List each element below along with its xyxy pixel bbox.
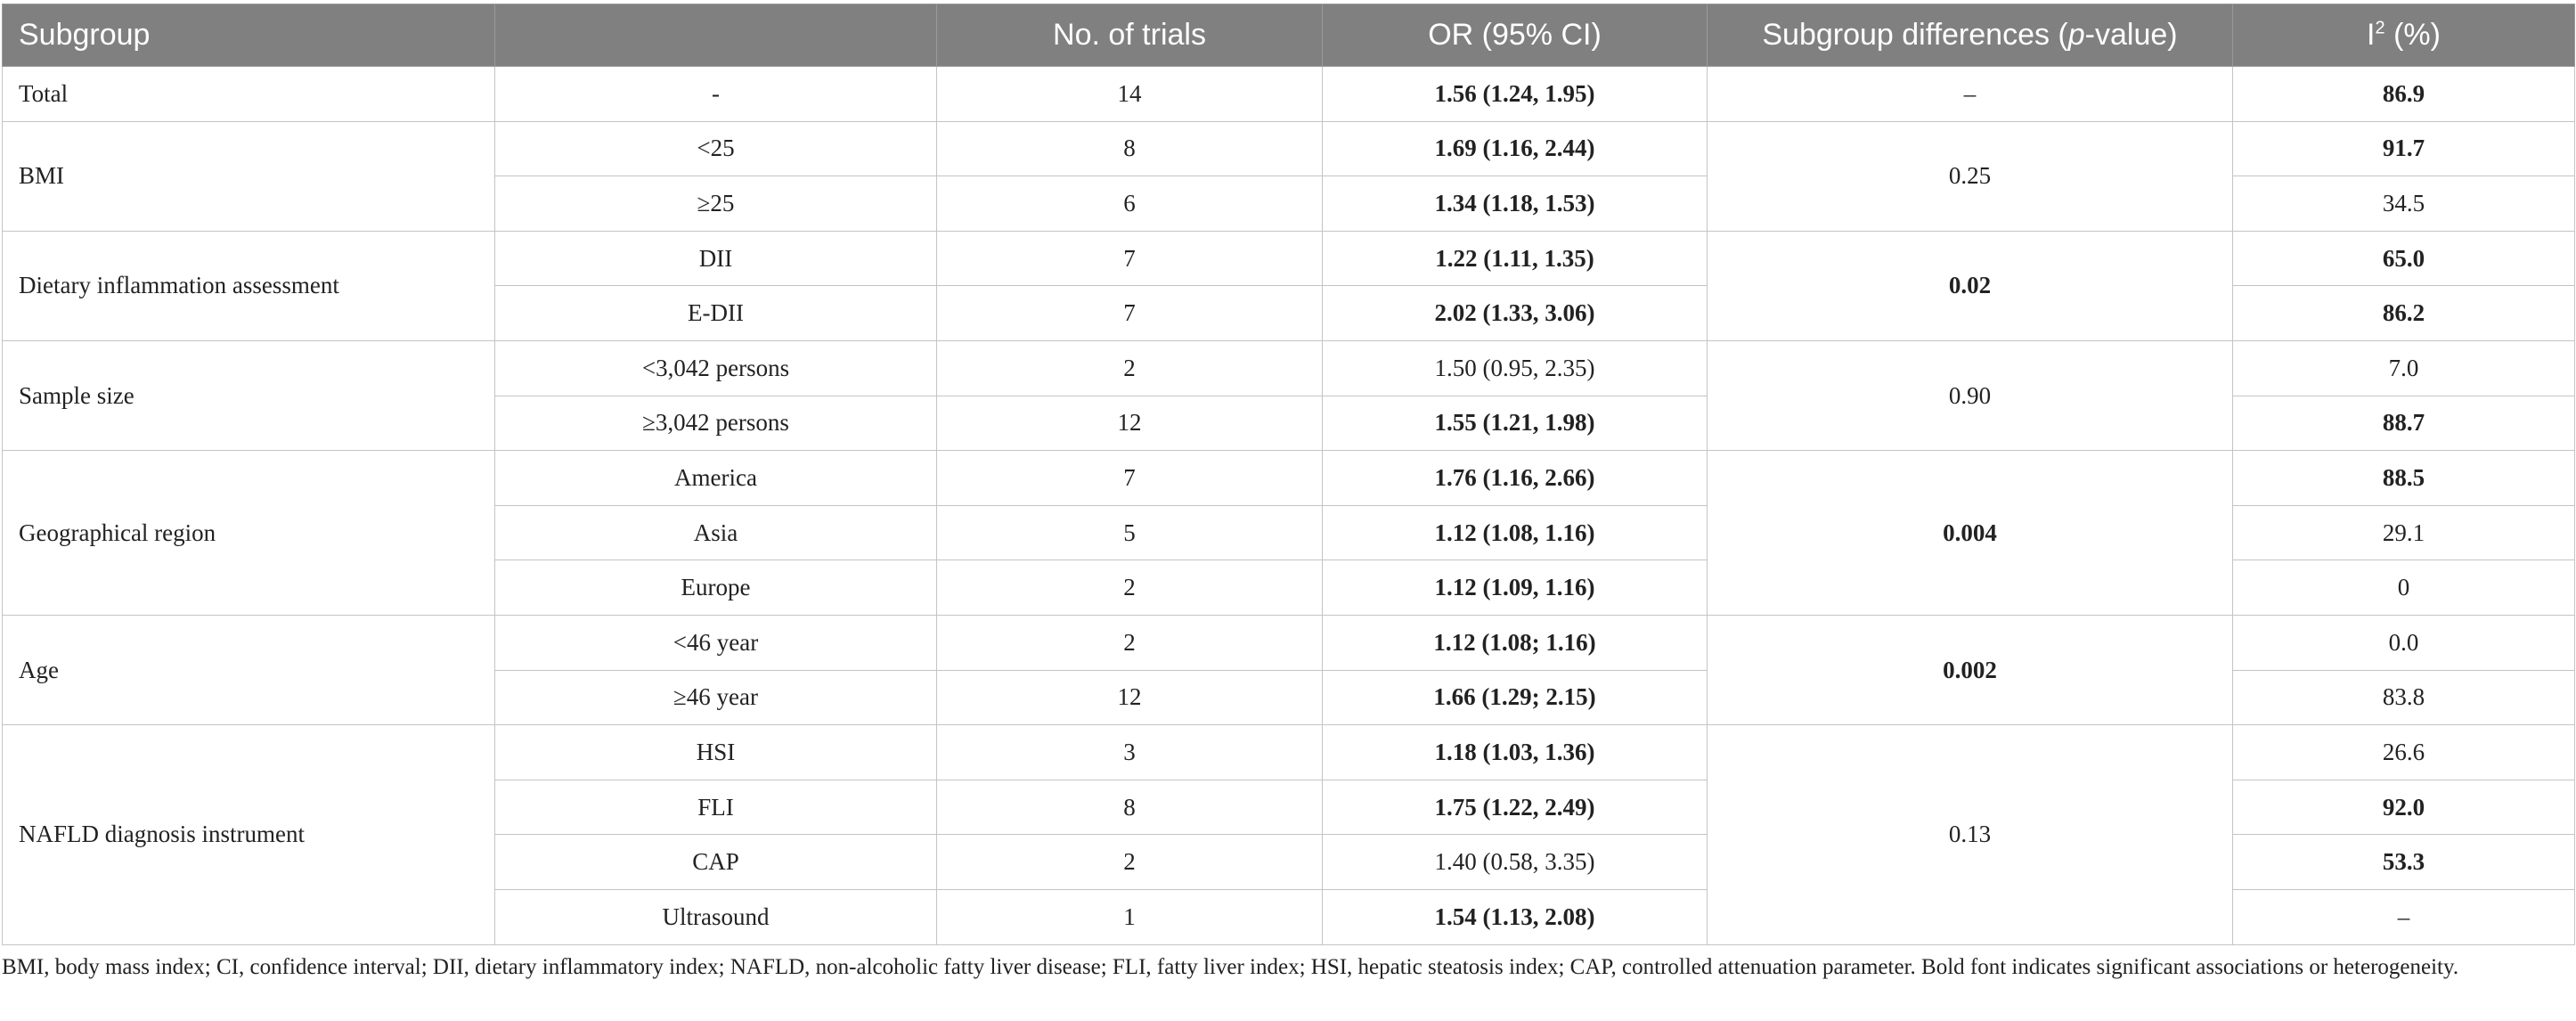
cell-or-ci: 1.55 (1.21, 1.98) bbox=[1323, 396, 1708, 451]
header-subgroup-differences bbox=[1708, 4, 2233, 67]
cell-i-squared: 0.0 bbox=[2233, 615, 2575, 670]
cell-or-ci: 1.50 (0.95, 2.35) bbox=[1323, 340, 1708, 396]
cell-or-ci: 1.12 (1.09, 1.16) bbox=[1323, 560, 1708, 616]
header-no-of-trials: No. of trials bbox=[937, 4, 1323, 67]
cell-no-of-trials: 2 bbox=[937, 615, 1323, 670]
table-row bbox=[3, 725, 2575, 780]
cell-no-of-trials: 2 bbox=[937, 560, 1323, 616]
cell-subcategory: ≥46 year bbox=[495, 670, 937, 725]
table-body bbox=[3, 67, 2575, 945]
cell-subgroup-difference: 0.004 bbox=[1708, 451, 2233, 616]
cell-or-ci: 1.22 (1.11, 1.35) bbox=[1323, 231, 1708, 286]
header-diff-text-2: -value) bbox=[2084, 18, 2178, 52]
cell-i-squared: 7.0 bbox=[2233, 340, 2575, 396]
cell-subcategory: ≥3,042 persons bbox=[495, 396, 937, 451]
cell-or-ci: 1.18 (1.03, 1.36) bbox=[1323, 725, 1708, 780]
cell-i-squared: 0 bbox=[2233, 560, 2575, 616]
cell-subgroup: Geographical region bbox=[3, 451, 495, 616]
table-row bbox=[3, 340, 2575, 396]
cell-or-ci: 1.12 (1.08, 1.16) bbox=[1323, 505, 1708, 560]
header-i2-suffix: (%) bbox=[2384, 18, 2441, 52]
cell-i-squared: 34.5 bbox=[2233, 176, 2575, 232]
cell-subgroup: Dietary inflammation assessment bbox=[3, 231, 495, 340]
header-diff-text-1: Subgroup differences ( bbox=[1762, 18, 2068, 52]
cell-no-of-trials: 12 bbox=[937, 670, 1323, 725]
cell-or-ci: 1.69 (1.16, 2.44) bbox=[1323, 121, 1708, 176]
cell-subgroup-difference: 0.13 bbox=[1708, 725, 2233, 944]
table-row bbox=[3, 451, 2575, 506]
cell-subgroup: NAFLD diagnosis instrument bbox=[3, 725, 495, 944]
cell-subgroup: Total bbox=[3, 67, 495, 122]
cell-or-ci: 1.75 (1.22, 2.49) bbox=[1323, 780, 1708, 835]
cell-i-squared: 88.7 bbox=[2233, 396, 2575, 451]
cell-no-of-trials: 14 bbox=[937, 67, 1323, 122]
header-or-95-ci: OR (95% CI) bbox=[1323, 4, 1708, 67]
cell-subcategory: HSI bbox=[495, 725, 937, 780]
cell-subgroup: BMI bbox=[3, 121, 495, 231]
subgroup-analysis-table bbox=[2, 4, 2575, 945]
header-diff-p: p bbox=[2067, 18, 2085, 52]
cell-or-ci: 1.54 (1.13, 2.08) bbox=[1323, 889, 1708, 944]
header-i-squared bbox=[2233, 4, 2575, 67]
cell-no-of-trials: 2 bbox=[937, 340, 1323, 396]
cell-no-of-trials: 12 bbox=[937, 396, 1323, 451]
cell-i-squared: – bbox=[2233, 889, 2575, 944]
cell-subgroup-difference: 0.02 bbox=[1708, 231, 2233, 340]
cell-i-squared: 88.5 bbox=[2233, 451, 2575, 506]
cell-subgroup-difference: 0.002 bbox=[1708, 615, 2233, 724]
cell-i-squared: 92.0 bbox=[2233, 780, 2575, 835]
cell-no-of-trials: 8 bbox=[937, 780, 1323, 835]
table-row bbox=[3, 615, 2575, 670]
cell-i-squared: 65.0 bbox=[2233, 231, 2575, 286]
cell-subgroup: Age bbox=[3, 615, 495, 724]
cell-or-ci: 1.66 (1.29; 2.15) bbox=[1323, 670, 1708, 725]
cell-no-of-trials: 1 bbox=[937, 889, 1323, 944]
cell-or-ci: 2.02 (1.33, 3.06) bbox=[1323, 286, 1708, 341]
cell-no-of-trials: 7 bbox=[937, 286, 1323, 341]
cell-no-of-trials: 7 bbox=[937, 451, 1323, 506]
cell-subcategory: Asia bbox=[495, 505, 937, 560]
cell-subgroup-difference: 0.25 bbox=[1708, 121, 2233, 231]
cell-or-ci: 1.76 (1.16, 2.66) bbox=[1323, 451, 1708, 506]
cell-i-squared: 29.1 bbox=[2233, 505, 2575, 560]
cell-or-ci: 1.40 (0.58, 3.35) bbox=[1323, 835, 1708, 890]
cell-no-of-trials: 2 bbox=[937, 835, 1323, 890]
cell-i-squared: 91.7 bbox=[2233, 121, 2575, 176]
cell-no-of-trials: 5 bbox=[937, 505, 1323, 560]
cell-subcategory: ≥25 bbox=[495, 176, 937, 232]
cell-subcategory: <3,042 persons bbox=[495, 340, 937, 396]
cell-subgroup-difference: – bbox=[1708, 67, 2233, 122]
header-i2-sup: 2 bbox=[2375, 18, 2385, 38]
table-header-row bbox=[3, 4, 2575, 67]
cell-i-squared: 26.6 bbox=[2233, 725, 2575, 780]
header-i2-base: I bbox=[2367, 18, 2376, 52]
cell-no-of-trials: 8 bbox=[937, 121, 1323, 176]
cell-subcategory: America bbox=[495, 451, 937, 506]
table-row bbox=[3, 231, 2575, 286]
cell-subcategory: FLI bbox=[495, 780, 937, 835]
header-subgroup: Subgroup bbox=[3, 4, 495, 67]
cell-or-ci: 1.34 (1.18, 1.53) bbox=[1323, 176, 1708, 232]
cell-subgroup: Sample size bbox=[3, 340, 495, 450]
cell-subcategory: DII bbox=[495, 231, 937, 286]
cell-i-squared: 86.9 bbox=[2233, 67, 2575, 122]
cell-subcategory: E-DII bbox=[495, 286, 937, 341]
header-subcategory bbox=[495, 4, 937, 67]
cell-subcategory: Ultrasound bbox=[495, 889, 937, 944]
table-footnote: BMI, body mass index; CI, confidence interval; DII, dietary inflammatory index; NAFLD, non-alcoholic fatty liver disease; FLI, fatty liver index; HSI, hepatic steatosis index; CAP, controlled attenuation parameter. Bold font indicates significant associations or heterogeneity. bbox=[2, 955, 2459, 979]
table-row bbox=[3, 67, 2575, 122]
cell-subcategory: <46 year bbox=[495, 615, 937, 670]
cell-no-of-trials: 6 bbox=[937, 176, 1323, 232]
cell-or-ci: 1.56 (1.24, 1.95) bbox=[1323, 67, 1708, 122]
cell-i-squared: 83.8 bbox=[2233, 670, 2575, 725]
cell-subgroup-difference: 0.90 bbox=[1708, 340, 2233, 450]
cell-no-of-trials: 3 bbox=[937, 725, 1323, 780]
cell-subcategory: <25 bbox=[495, 121, 937, 176]
cell-subcategory: CAP bbox=[495, 835, 937, 890]
table-row bbox=[3, 121, 2575, 176]
cell-i-squared: 53.3 bbox=[2233, 835, 2575, 890]
cell-subcategory: Europe bbox=[495, 560, 937, 616]
cell-or-ci: 1.12 (1.08; 1.16) bbox=[1323, 615, 1708, 670]
cell-subcategory: - bbox=[495, 67, 937, 122]
cell-i-squared: 86.2 bbox=[2233, 286, 2575, 341]
cell-no-of-trials: 7 bbox=[937, 231, 1323, 286]
